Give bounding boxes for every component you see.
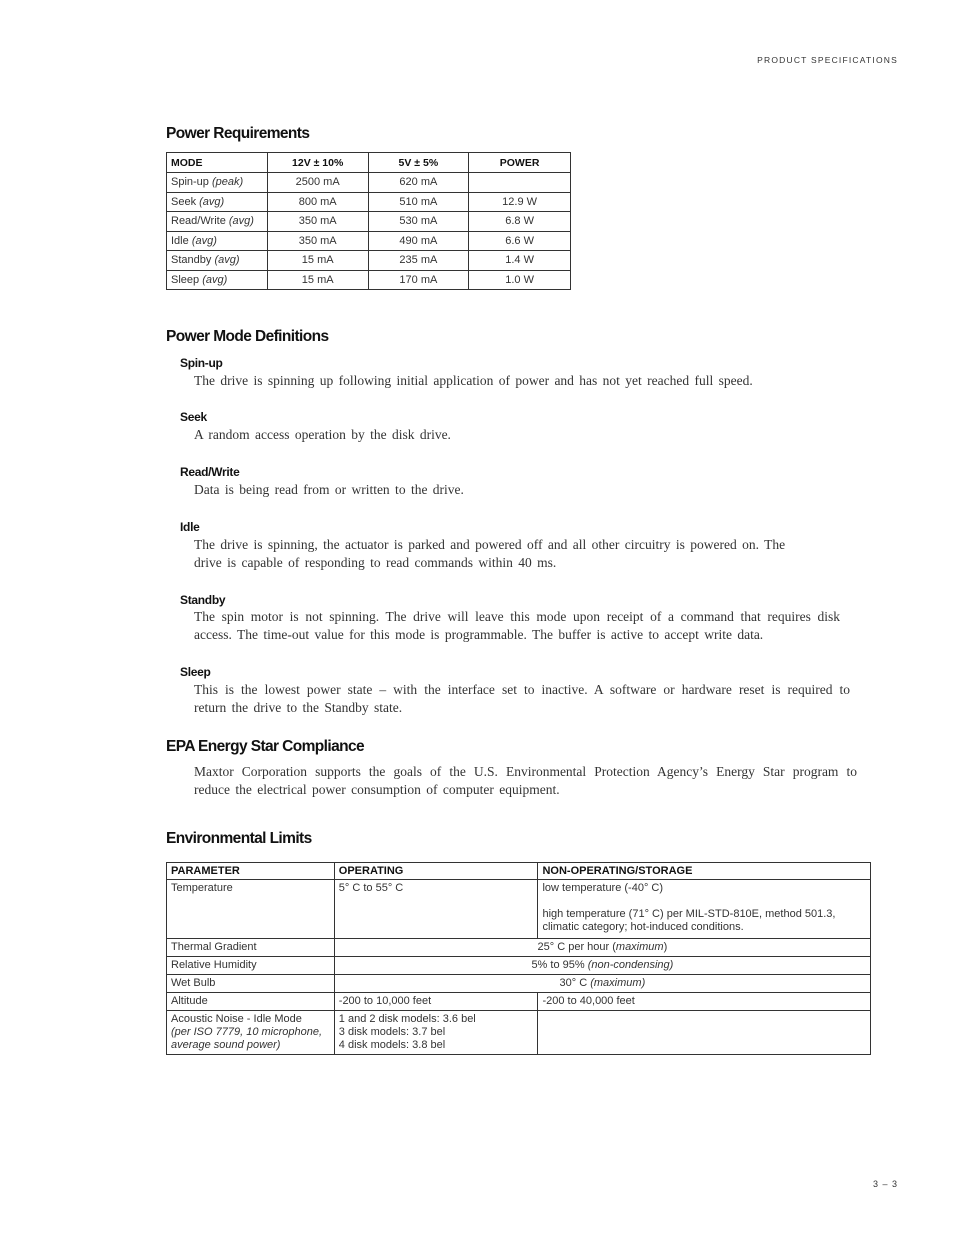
parameter-cell: Altitude	[167, 993, 335, 1011]
power-cell: 6.8 W	[469, 212, 571, 232]
12v-cell: 2500 mA	[267, 173, 368, 193]
power-mode-definitions-heading: Power Mode Definitions	[166, 328, 329, 345]
table-row	[167, 251, 571, 271]
mode-description-read-write: Data is being read from or written to the drive.	[194, 482, 464, 497]
operating-cell: 5° C to 55° C	[334, 880, 538, 939]
parameter-cell: Relative Humidity	[167, 957, 335, 975]
mode-cell: Read/Write (avg)	[167, 212, 268, 232]
table-row	[167, 1011, 871, 1055]
power-requirements-table	[166, 152, 571, 290]
mode-name-sleep: Sleep	[180, 665, 211, 679]
power-cell: 6.6 W	[469, 231, 571, 251]
non-operating-cell	[538, 1011, 871, 1055]
epa-description: Maxtor Corporation supports the goals of the U.S. Environmental Protection Agency’s Energy Star program to reduce the electrical power consumption of computer equipment.	[194, 764, 857, 797]
12v-cell: 350 mA	[267, 231, 368, 251]
mode-name-standby: Standby	[180, 593, 226, 607]
mode-cell: Sleep (avg)	[167, 270, 268, 290]
mode-description-seek: A random access operation by the disk drive.	[194, 427, 451, 442]
5v-cell: 510 mA	[368, 192, 469, 212]
mode-description-standby: The spin motor is not spinning. The drive will leave this mode upon receipt of a command that requires disk access. The time-out value for this mode is programmable. The buffer is active to accept write data.	[194, 609, 840, 642]
table-header-row	[167, 153, 571, 173]
column-header: POWER	[469, 153, 571, 173]
value-cell: 25° C per hour (maximum)	[334, 939, 870, 957]
mode-description-spin-up: The drive is spinning up following initial application of power and has not yet reached full speed.	[194, 373, 753, 388]
mode-cell: Standby (avg)	[167, 251, 268, 271]
mode-cell: Idle (avg)	[167, 231, 268, 251]
table-row	[167, 212, 571, 232]
power-cell: 12.9 W	[469, 192, 571, 212]
mode-name-spin-up: Spin-up	[180, 356, 223, 370]
5v-cell: 530 mA	[368, 212, 469, 232]
column-header: OPERATING	[334, 863, 538, 880]
mode-name-idle: Idle	[180, 520, 200, 534]
12v-cell: 15 mA	[267, 251, 368, 271]
5v-cell: 620 mA	[368, 173, 469, 193]
power-cell	[469, 173, 571, 193]
table-row	[167, 939, 871, 957]
parameter-cell: Acoustic Noise - Idle Mode (per ISO 7779, 10 microphone, average sound power)	[167, 1011, 335, 1055]
column-header: MODE	[167, 153, 268, 173]
column-header: 5V ± 5%	[368, 153, 469, 173]
non-operating-cell: -200 to 40,000 feet	[538, 993, 871, 1011]
table-row	[167, 975, 871, 993]
parameter-cell: Thermal Gradient	[167, 939, 335, 957]
mode-cell: Seek (avg)	[167, 192, 268, 212]
power-cell: 1.4 W	[469, 251, 571, 271]
table-row	[167, 192, 571, 212]
column-header: PARAMETER	[167, 863, 335, 880]
environmental-limits-heading: Environmental Limits	[166, 830, 312, 847]
12v-cell: 350 mA	[267, 212, 368, 232]
table-header-row	[167, 863, 871, 880]
table-row	[167, 993, 871, 1011]
mode-description-sleep: This is the lowest power state – with the interface set to inactive. A software or hardware reset is required to return the drive to the Standby state.	[194, 682, 850, 715]
value-cell: 5% to 95% (non-condensing)	[334, 957, 870, 975]
parameter-cell: Wet Bulb	[167, 975, 335, 993]
5v-cell: 235 mA	[368, 251, 469, 271]
parameter-cell: Temperature	[167, 880, 335, 939]
mode-name-read-write: Read/Write	[180, 465, 240, 479]
epa-energy-star-heading: EPA Energy Star Compliance	[166, 738, 365, 755]
power-cell: 1.0 W	[469, 270, 571, 290]
column-header: 12V ± 10%	[267, 153, 368, 173]
table-row	[167, 270, 571, 290]
mode-description-idle: The drive is spinning, the actuator is parked and powered off and all other circuitry is powered on. The drive is capable of responding to read commands within 40 ms.	[194, 537, 786, 570]
non-operating-cell: low temperature (-40° C) high temperature (71° C) per MIL-STD-810E, method 501.3, climatic category; hot-induced conditions.	[538, 880, 871, 939]
12v-cell: 15 mA	[267, 270, 368, 290]
column-header: NON-OPERATING/STORAGE	[538, 863, 871, 880]
mode-name-seek: Seek	[180, 410, 207, 424]
running-header: PRODUCT SPECIFICATIONS	[757, 55, 898, 65]
12v-cell: 800 mA	[267, 192, 368, 212]
5v-cell: 170 mA	[368, 270, 469, 290]
mode-cell: Spin-up (peak)	[167, 173, 268, 193]
page-number: 3 – 3	[872, 1179, 898, 1189]
value-cell: 30° C (maximum)	[334, 975, 870, 993]
table-row	[167, 880, 871, 939]
environmental-limits-table	[166, 862, 871, 1055]
5v-cell: 490 mA	[368, 231, 469, 251]
power-requirements-heading: Power Requirements	[166, 125, 310, 142]
table-row	[167, 231, 571, 251]
table-row	[167, 957, 871, 975]
table-row	[167, 173, 571, 193]
operating-cell: -200 to 10,000 feet	[334, 993, 538, 1011]
operating-cell: 1 and 2 disk models: 3.6 bel 3 disk models: 3.7 bel 4 disk models: 3.8 bel	[334, 1011, 538, 1055]
